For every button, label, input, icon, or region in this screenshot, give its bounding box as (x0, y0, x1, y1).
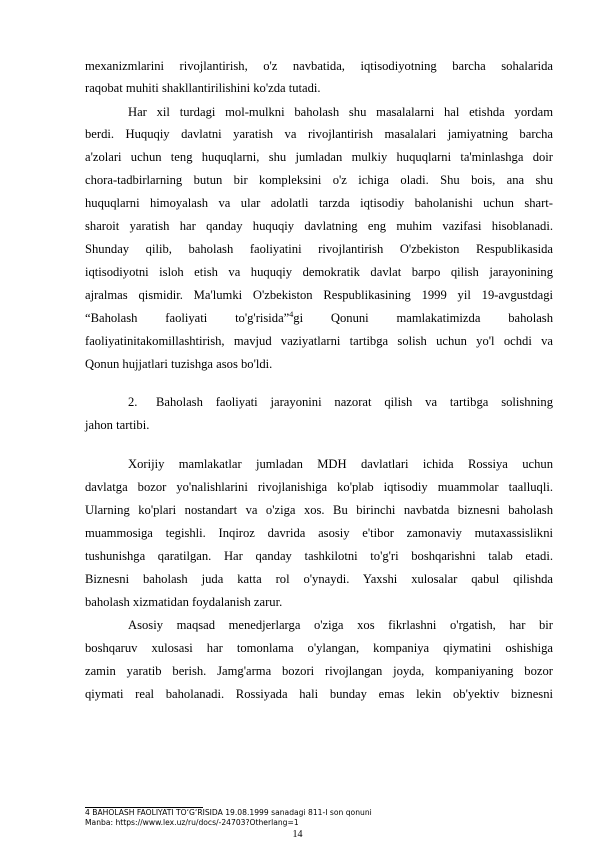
paragraph-line: iqtisodiyotni isloh etish va huquqiy demokratik davlat barpo qilish jarayonining (85, 265, 553, 279)
paragraph-line: qiymati real baholanadi. Rossiyada hali bunday emas lekin ob'yektiv biznesni (85, 687, 553, 701)
paragraph-line: sharoit yaratish har qanday huquqiy davlatning eng muhim vazifasi hisoblanadi. (85, 219, 553, 233)
paragraph-line: Shunday qilib, baholash faoliyatini rivojlantirish O'zbekiston Respublikasida (85, 242, 553, 256)
paragraph-line: tushunishga qaratilgan. Har qanday tashkilotni to'g'ri boshqarishni talab etadi. (85, 549, 553, 563)
paragraph-line: Xorijiy mamlakatlar jumladan MDH davlatlari ichida Rossiya uchun (128, 457, 553, 471)
paragraph-line: a'zolari uchun teng huquqlarni, shu jumladan mulkiy huquqlarni ta'minlashga doir (85, 150, 553, 164)
law-title-text: “Baholash faoliyati to'g'risida” (85, 311, 290, 325)
footnote-source: Manba: https://www.lex.uz/ru/docs/-24703?Otherlang=1 (85, 818, 299, 827)
page-number: 14 (292, 829, 303, 840)
paragraph-line-with-footnote (85, 310, 553, 326)
paragraph-line: zamin yaratib berish. Jamg'arma bozori rivojlangan joyda, kompaniyaning bozor (85, 664, 553, 678)
paragraph-line: boshqaruv xulosasi har tomonlama o'ylangan, kompaniya qiymatini oshishiga (85, 641, 553, 655)
section-number: 2. (128, 395, 138, 409)
section-title-continuation: jahon tartibi. (85, 418, 150, 432)
paragraph-line: Ularning ko'plari nostandart va o'ziga xos. Bu birinchi navbatda biznesni baholash (85, 503, 553, 517)
paragraph-line: Har xil turdagi mol-mulkni baholash shu masalalarni hal etishda yordam (128, 105, 553, 119)
paragraph-line: huquqlarni himoyalash va ular adolatli tarzda iqtisodiy baholanishi uchun shart- (85, 196, 553, 210)
footnote-reference: 4 (289, 309, 294, 319)
section-title: Baholash faoliyati jarayonini nazorat qilish va tartibga solishning (156, 395, 553, 409)
paragraph-line: berdi. Huquqiy davlatni yaratish va rivojlantirish masalalari jamiyatning barcha (85, 127, 553, 141)
paragraph-line: chora-tadbirlarning butun bir kompleksini o'z ichiga oladi. Shu bois, ana shu (85, 173, 553, 187)
paragraph-line: Qonun hujjatlari tuzishga asos bo'ldi. (85, 357, 273, 371)
paragraph-line: muammosiga tegishli. Inqiroz davrida asosiy e'tibor zamonaviy mutaxassislikni (85, 526, 553, 540)
paragraph-line: baholash xizmatidan foydalanish zarur. (85, 595, 283, 609)
paragraph-line: Asosiy maqsad menedjerlarga o'ziga xos fikrlashni o'rgatish, har bir (128, 618, 553, 632)
section-heading (128, 394, 553, 410)
paragraph-line: Biznesni baholash juda katta rol o'ynaydi. Yaxshi xulosalar qabul qilishda (85, 572, 553, 586)
paragraph-line: faoliyatinitakomillashtirish, mavjud vaziyatlarni tartibga solish uchun yo'l ochdi va (85, 334, 553, 348)
paragraph-line: davlatga bozor yo'nalishlarini rivojlanishiga ko'plab iqtisodiy muammolar taalluqli. (85, 480, 553, 494)
law-title-continuation: gi Qonuni mamlakatimizda baholash (293, 311, 553, 325)
footnote-text: 4 BAHOLASH FAOLIYATI TO‘G‘RISIDA 19.08.1999 sanadagi 811-I son qonuni (85, 808, 372, 817)
paragraph-line: ajralmas qismidir. Ma'lumki O'zbekiston Respublikasining 1999 yil 19-avgustdagi (85, 288, 553, 302)
paragraph-line: mexanizmlarini rivojlantirish, o'z navbatida, iqtisodiyotning barcha sohalarida (85, 59, 553, 73)
paragraph-line: raqobat muhiti shakllantirilishini ko'zda tutadi. (85, 81, 321, 95)
